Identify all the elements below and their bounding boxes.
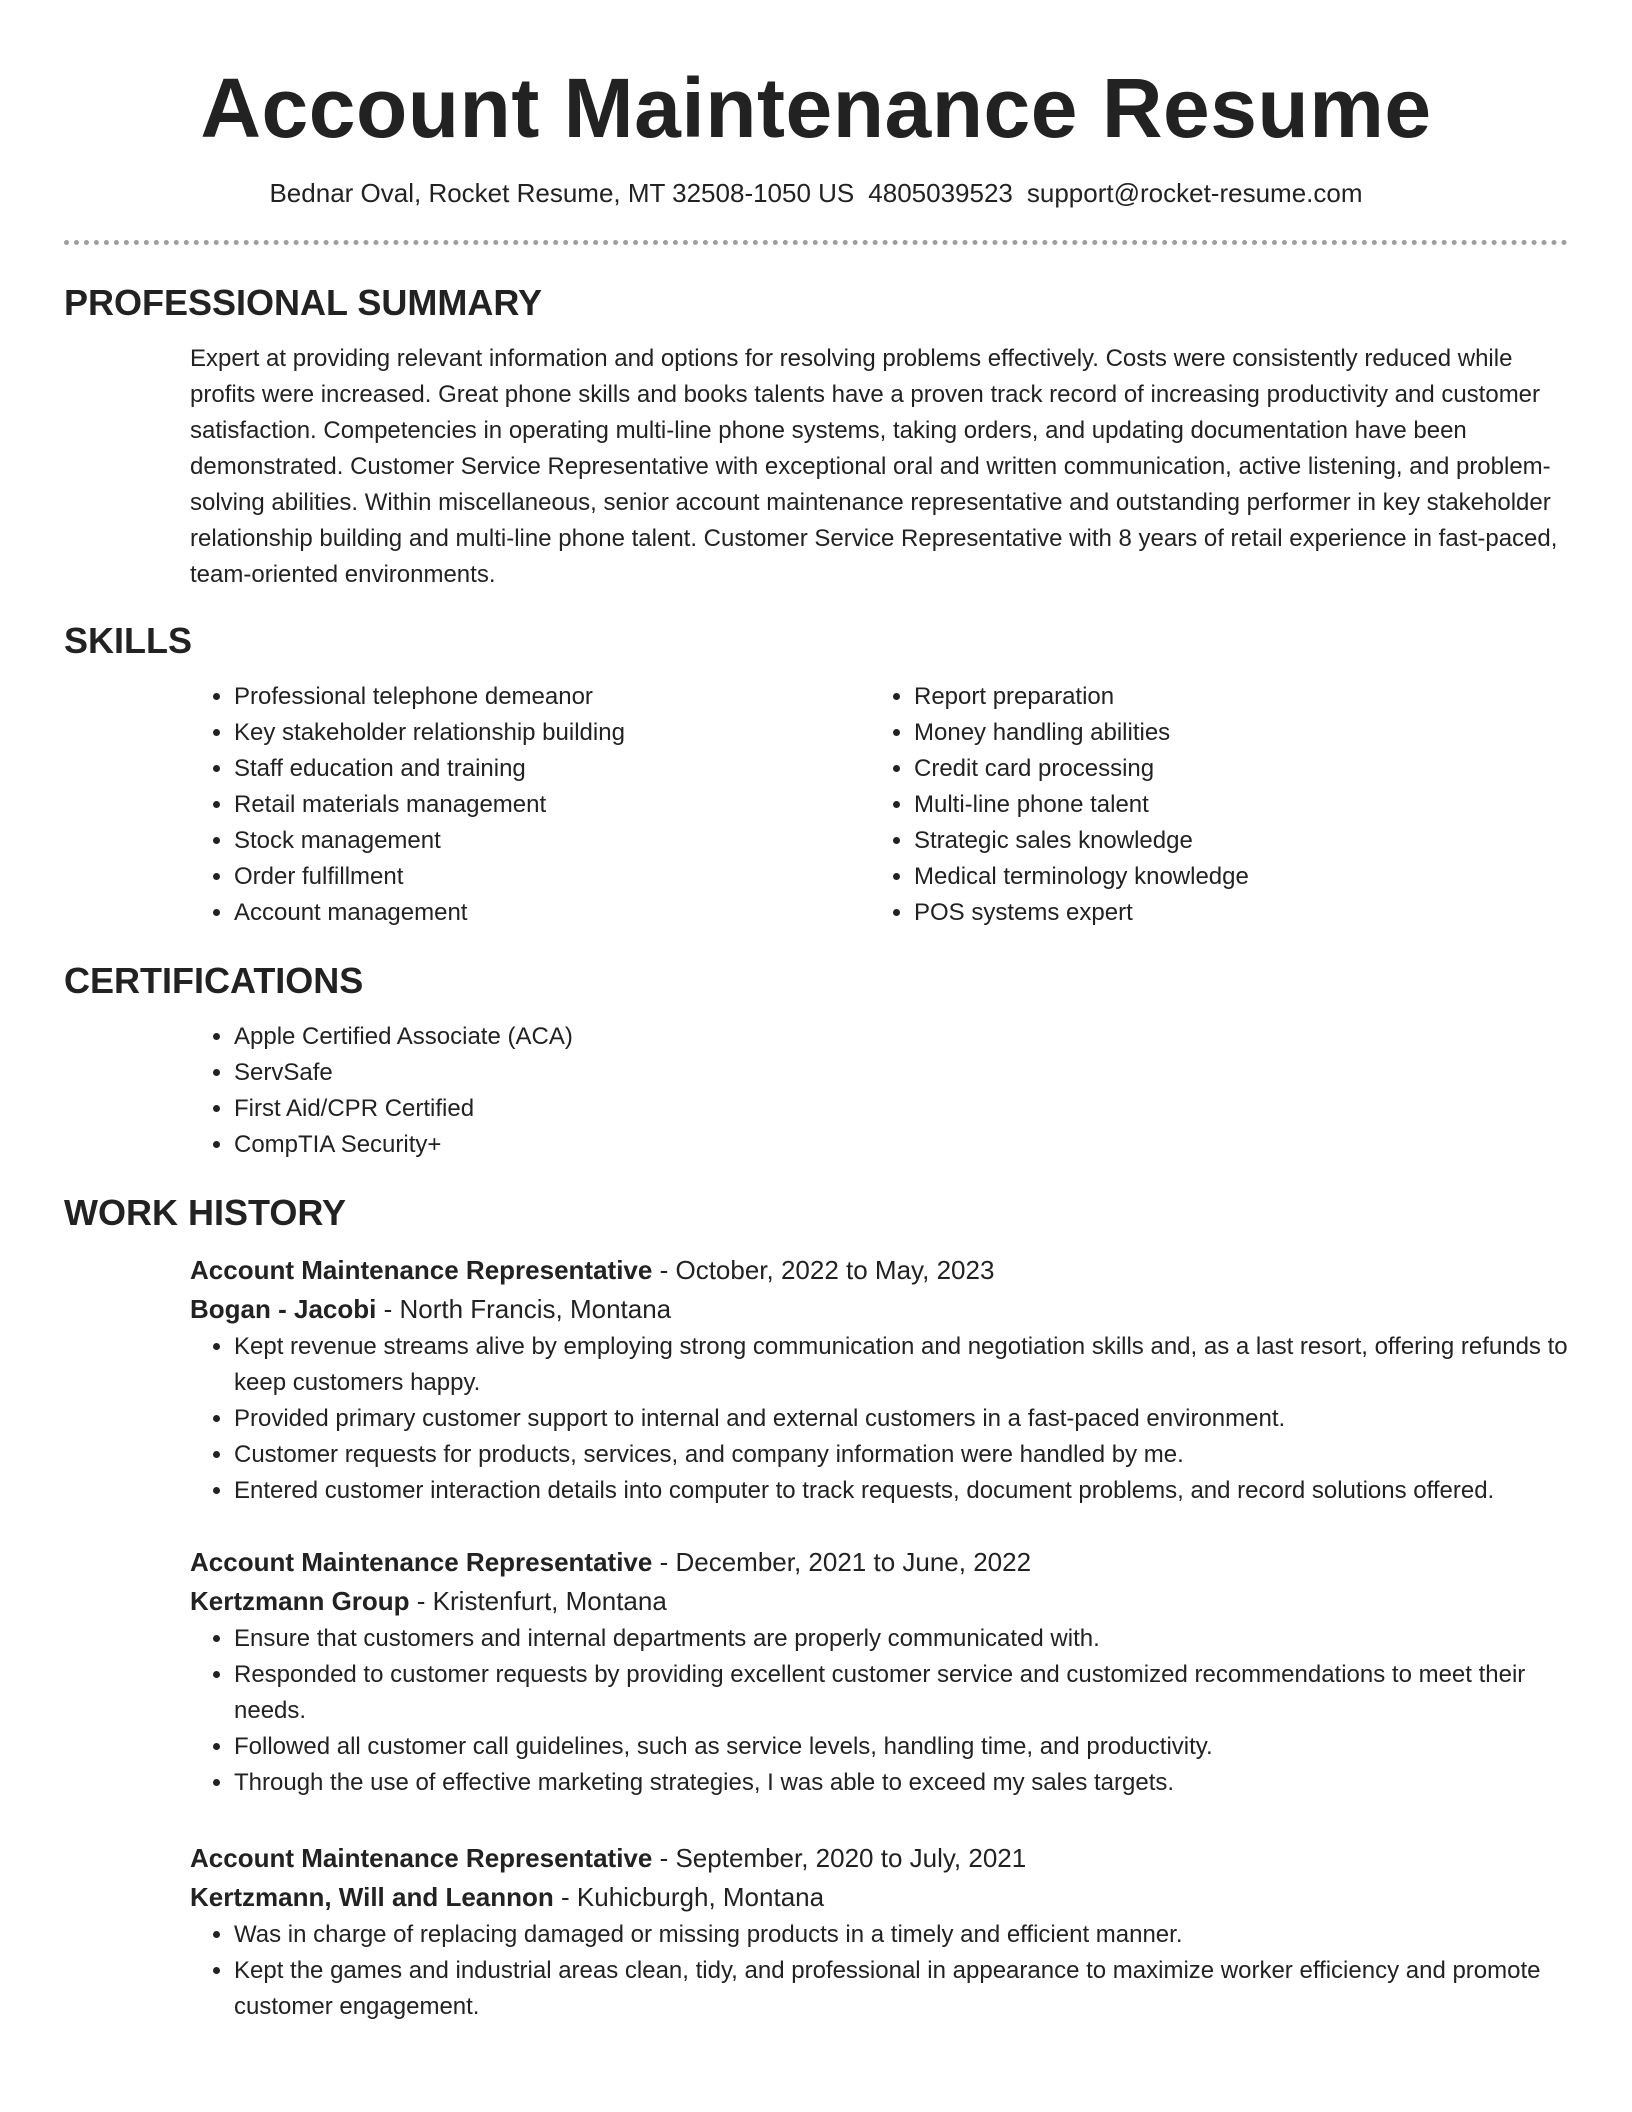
contact-address: Bednar Oval, Rocket Resume, MT 32508-1050 US <box>269 178 855 208</box>
skill-item: • POS systems expert <box>914 895 1550 931</box>
job-duty-item: • Kept the games and industrial areas clean, tidy, and professional in appearance to maximize worker efficiency and promote customer engagement. <box>234 1953 1568 2025</box>
job-duty-item: • Through the use of effective marketing strategies, I was able to exceed my sales targets. <box>234 1765 1568 1801</box>
job-company: Kertzmann, Will and Leannon <box>190 1882 554 1912</box>
job-duty-item: • Followed all customer call guidelines, such as service levels, handling time, and productivity. <box>234 1729 1568 1765</box>
certification-item: • Apple Certified Associate (ACA) <box>234 1019 1568 1055</box>
skill-item: • Strategic sales knowledge <box>914 823 1550 859</box>
certifications-list <box>190 1019 1568 1163</box>
header-divider <box>64 240 1568 245</box>
job-duties-list <box>190 1917 1568 2025</box>
skill-item: • Money handling abilities <box>914 715 1550 751</box>
contact-email: support@rocket-resume.com <box>1026 178 1363 208</box>
work-history-section <box>64 1191 1568 2025</box>
job-duty-item: • Ensure that customers and internal departments are properly communicated with. <box>234 1621 1568 1657</box>
job-duty-item: • Responded to customer requests by providing excellent customer service and customized recommendations to meet their needs. <box>234 1657 1568 1729</box>
work-history-heading: WORK HISTORY <box>64 1192 347 1233</box>
certification-item: • CompTIA Security+ <box>234 1127 1568 1163</box>
summary-heading: PROFESSIONAL SUMMARY <box>64 282 543 323</box>
job-title-line <box>190 1251 1568 1290</box>
job-duty-item: • Customer requests for products, services, and company information were handled by me. <box>234 1437 1568 1473</box>
job-duty-item: • Kept revenue streams alive by employing strong communication and negotiation skills and, as a last resort, offering refunds to keep customers happy. <box>234 1329 1568 1401</box>
job-dates: - September, 2020 to July, 2021 <box>652 1843 1027 1873</box>
resume-title: Account Maintenance Resume <box>200 61 1432 155</box>
job-duty-item: • Entered customer interaction details into computer to track requests, document problems, and record solutions offered. <box>234 1473 1568 1509</box>
skill-item: • Report preparation <box>914 679 1550 715</box>
skill-item: • Account management <box>234 895 870 931</box>
job-title: Account Maintenance Representative <box>190 1255 653 1285</box>
skill-item: • Stock management <box>234 823 870 859</box>
skill-item: • Staff education and training <box>234 751 870 787</box>
summary-section <box>64 281 1568 593</box>
job-title-line <box>190 1839 1568 1878</box>
job-company-line <box>190 1290 1568 1329</box>
skill-item: • Order fulfillment <box>234 859 870 895</box>
job-duties-list <box>190 1329 1568 1509</box>
resume-page <box>64 0 1568 2025</box>
skills-list-right <box>870 679 1550 931</box>
skill-item: • Professional telephone demeanor <box>234 679 870 715</box>
job-company-line <box>190 1878 1568 1917</box>
contact-line <box>64 176 1568 210</box>
skills-list-left <box>190 679 870 931</box>
job-entry <box>190 1251 1568 1509</box>
job-entry <box>190 1839 1568 2025</box>
job-title: Account Maintenance Representative <box>190 1843 653 1873</box>
job-entry <box>190 1543 1568 1801</box>
skill-item: • Retail materials management <box>234 787 870 823</box>
job-dates: - December, 2021 to June, 2022 <box>652 1547 1032 1577</box>
skill-item: • Credit card processing <box>914 751 1550 787</box>
summary-text: Expert at providing relevant information and options for resolving problems effectively. Costs were consistently reduced while profits were increased. Great phone skills and books talents have a proven track record of increasing productivity and customer satisfaction. Competencies in operating multi-line phone systems, taking orders, and updating documentation have been demonstrated. Customer Service Representative with exceptional oral and written communication, active listening, and problem-solving abilities. Within miscellaneous, senior account maintenance representative and outstanding performer in key stakeholder relationship building and multi-line phone talent. Customer Service Representative with 8 years of retail experience in fast-paced, team-oriented environments. <box>190 345 1558 588</box>
skill-item: • Multi-line phone talent <box>914 787 1550 823</box>
contact-phone: 4805039523 <box>868 178 1013 208</box>
job-duty-item: • Provided primary customer support to internal and external customers in a fast-paced environment. <box>234 1401 1568 1437</box>
skill-item: • Medical terminology knowledge <box>914 859 1550 895</box>
certifications-heading: CERTIFICATIONS <box>64 960 364 1001</box>
skills-column-right <box>870 679 1550 931</box>
job-company: Bogan - Jacobi <box>190 1294 377 1324</box>
job-location: - North Francis, Montana <box>376 1294 672 1324</box>
job-dates: - October, 2022 to May, 2023 <box>652 1255 995 1285</box>
job-company: Kertzmann Group <box>190 1586 410 1616</box>
certification-item: • ServSafe <box>234 1055 1568 1091</box>
skills-heading: SKILLS <box>64 620 193 661</box>
job-duties-list <box>190 1621 1568 1801</box>
skills-section <box>64 619 1568 931</box>
job-location: - Kristenfurt, Montana <box>409 1586 667 1616</box>
certification-item: • First Aid/CPR Certified <box>234 1091 1568 1127</box>
certifications-section <box>64 959 1568 1163</box>
job-title: Account Maintenance Representative <box>190 1547 653 1577</box>
skill-item: • Key stakeholder relationship building <box>234 715 870 751</box>
job-location: - Kuhicburgh, Montana <box>553 1882 825 1912</box>
job-duty-item: • Was in charge of replacing damaged or missing products in a timely and efficient manner. <box>234 1917 1568 1953</box>
job-title-line <box>190 1543 1568 1582</box>
jobs-container <box>190 1251 1568 2025</box>
job-company-line <box>190 1582 1568 1621</box>
skills-column-left <box>190 679 870 931</box>
